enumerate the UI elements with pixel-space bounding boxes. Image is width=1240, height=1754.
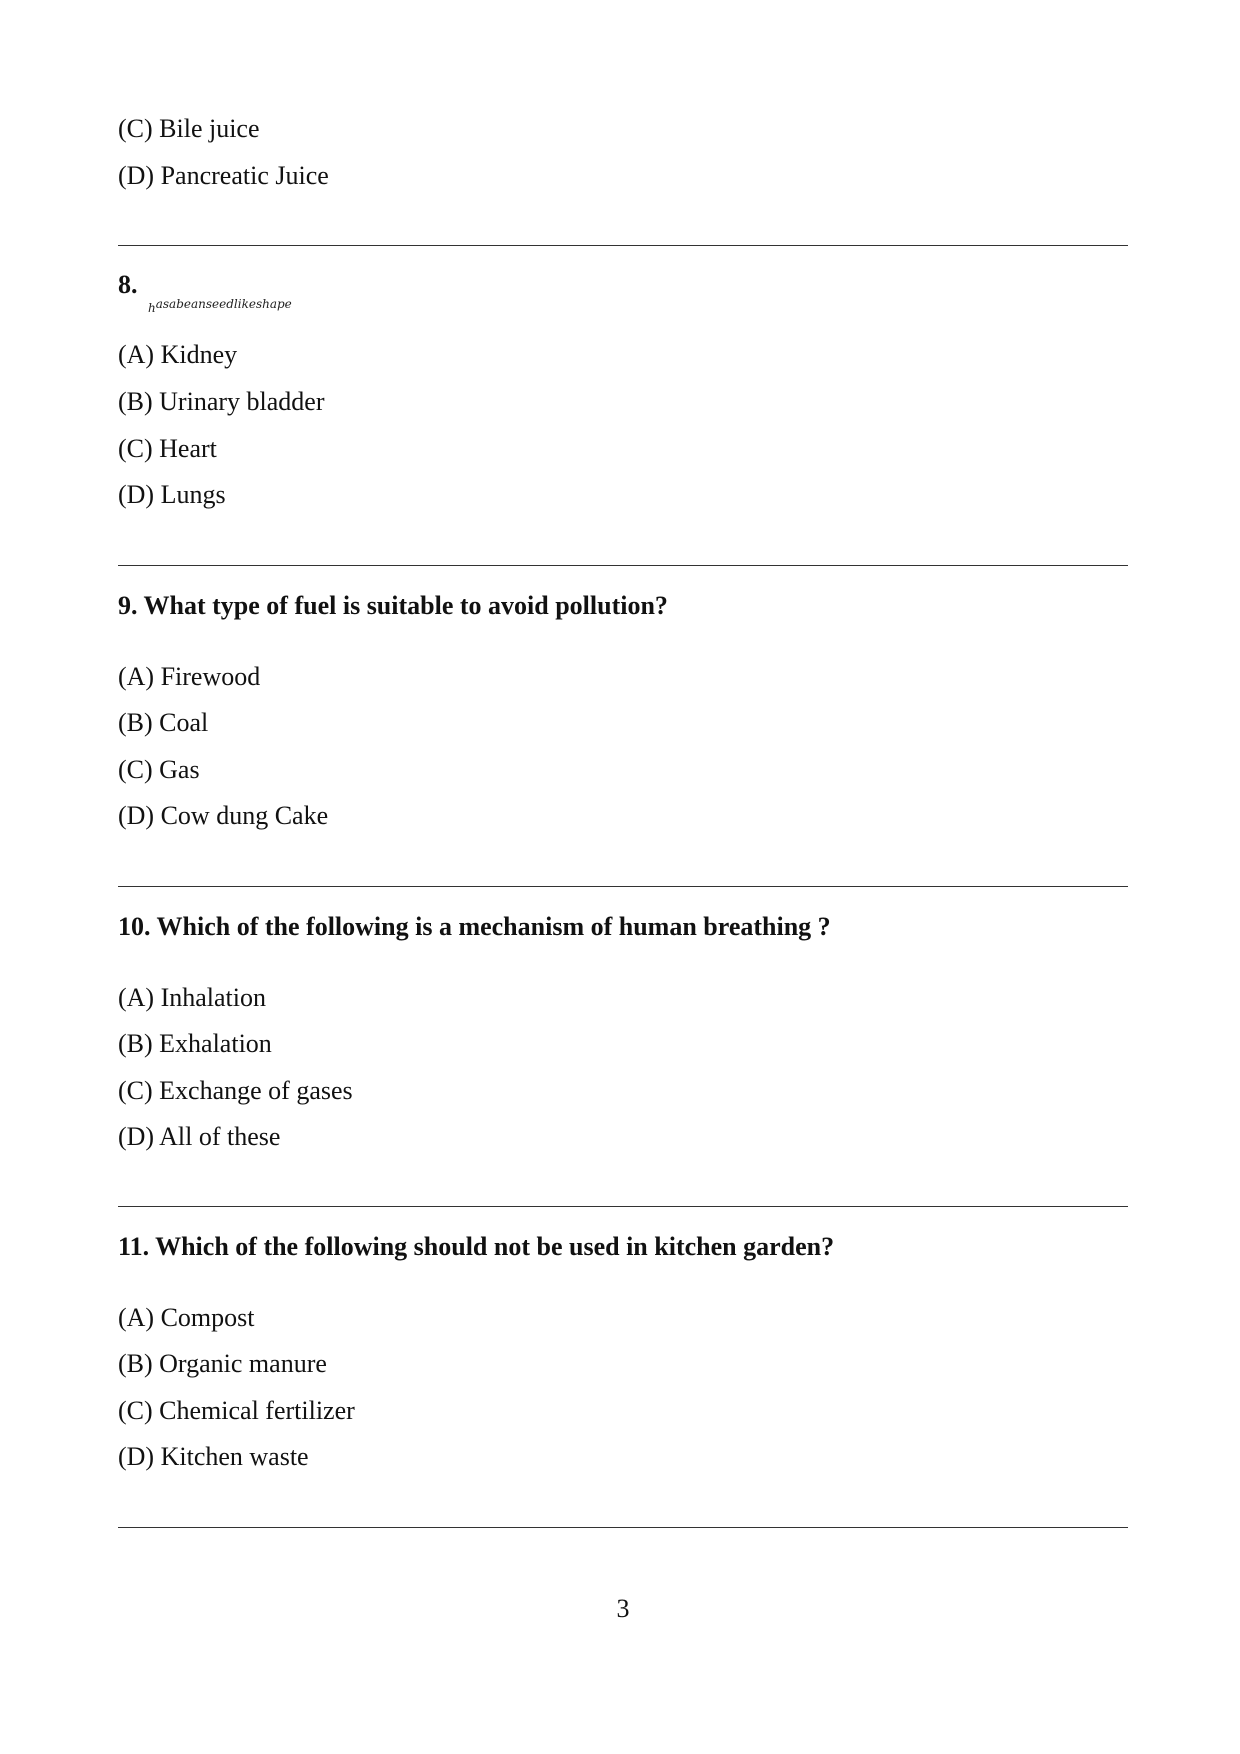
q10-title: 10. Which of the following is a mechanism of human breathing ? [118,912,831,941]
q7-option-d: (D) Pancreatic Juice [118,161,329,190]
q8-number: 8. [118,270,138,299]
q11-title: 11. Which of the following should not be used in kitchen garden? [118,1232,835,1261]
q9-option-a: (A) Firewood [118,662,261,691]
divider [118,565,1128,566]
q7-option-c: (C) Bile juice [118,114,260,143]
q8-option-c: (C) Heart [118,434,217,463]
q10-option-a: (A) Inhalation [118,983,267,1012]
q10-option-d: (D) All of these [118,1122,281,1151]
q9-option-c: (C) Gas [118,755,200,784]
q8-option-a: (A) Kidney [118,340,238,369]
divider [118,1527,1128,1528]
q11-option-d: (D) Kitchen waste [118,1442,309,1471]
q8-question-text [148,297,292,315]
q11-option-a: (A) Compost [118,1303,255,1332]
q11-option-b: (B) Organic manure [118,1349,327,1378]
q8-option-b: (B) Urinary bladder [118,387,325,416]
q8-math-subscript: h [148,301,156,315]
q8-option-d: (D) Lungs [118,480,226,509]
q10-option-c: (C) Exchange of gases [118,1076,353,1105]
q10-option-b: (B) Exhalation [118,1029,272,1058]
q9-option-b: (B) Coal [118,708,209,737]
q11-option-c: (C) Chemical fertilizer [118,1396,355,1425]
divider [118,886,1128,887]
worksheet-page [118,0,1128,1754]
q9-option-d: (D) Cow dung Cake [118,801,329,830]
divider [118,245,1128,246]
page-number: 3 [616,1594,630,1623]
q9-title: 9. What type of fuel is suitable to avoid pollution? [118,591,668,620]
divider [118,1206,1128,1207]
q8-math-text: asabeanseedlikeshape [155,297,292,311]
